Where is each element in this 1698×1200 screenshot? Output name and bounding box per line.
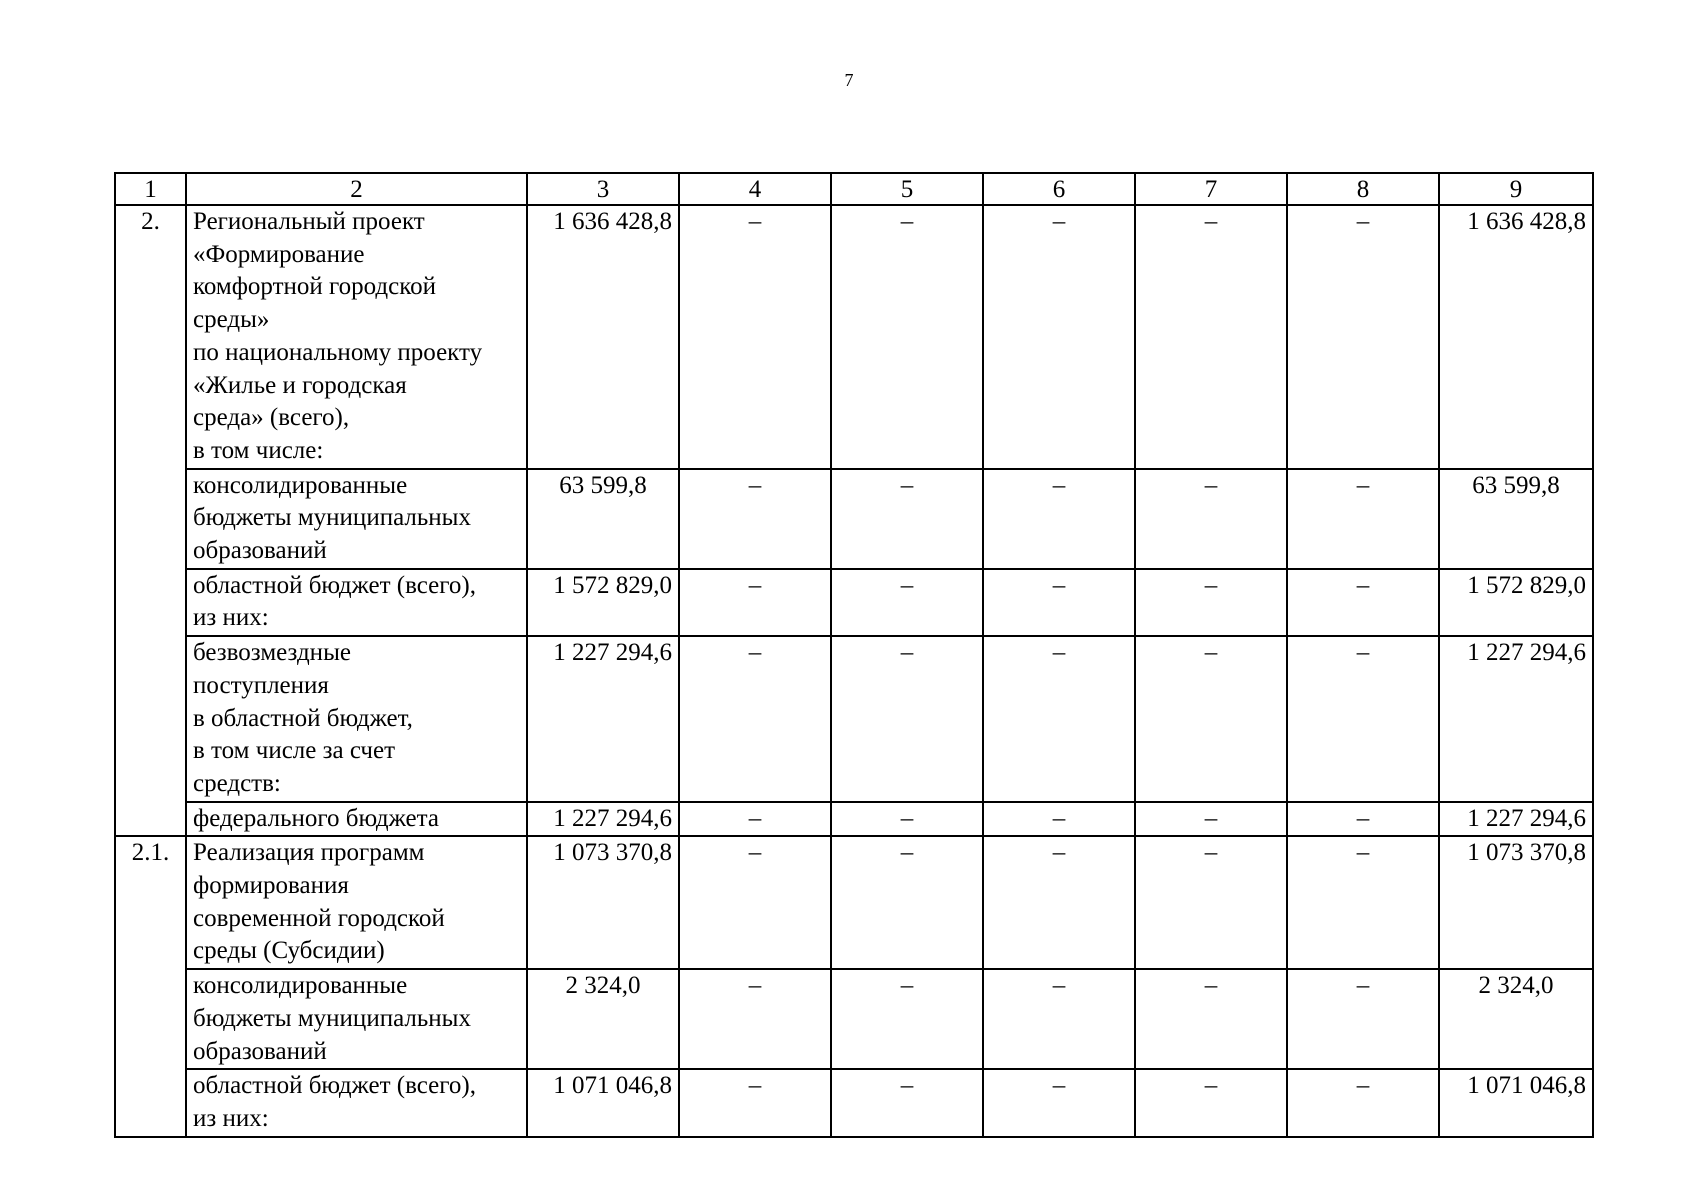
- table-row: [115, 469, 1593, 569]
- value-col7: –: [1135, 569, 1287, 636]
- value-col7: –: [1135, 636, 1287, 802]
- value-col3: 1 071 046,8: [527, 1069, 679, 1136]
- value-col8: –: [1287, 1069, 1439, 1136]
- value-col4: –: [679, 802, 831, 837]
- value-col4: –: [679, 969, 831, 1069]
- column-header: 2: [186, 173, 527, 205]
- value-col4: –: [679, 469, 831, 569]
- value-col7: –: [1135, 1069, 1287, 1136]
- row-name: областной бюджет (всего), из них:: [186, 1069, 527, 1136]
- value-col8: –: [1287, 469, 1439, 569]
- value-col4: –: [679, 1069, 831, 1136]
- value-col5: –: [831, 1069, 983, 1136]
- value-col9: 1 227 294,6: [1439, 636, 1593, 802]
- column-header: 9: [1439, 173, 1593, 205]
- table-row: [115, 636, 1593, 802]
- column-header: 4: [679, 173, 831, 205]
- value-col8: –: [1287, 802, 1439, 837]
- column-header: 1: [115, 173, 186, 205]
- table-row: [115, 836, 1593, 969]
- row-name: безвозмездные поступления в областной бюджет, в том числе за счет средств:: [186, 636, 527, 802]
- value-col6: –: [983, 1069, 1135, 1136]
- value-col5: –: [831, 836, 983, 969]
- value-col4: –: [679, 205, 831, 469]
- value-col7: –: [1135, 205, 1287, 469]
- value-col6: –: [983, 569, 1135, 636]
- value-col4: –: [679, 569, 831, 636]
- value-col3: 1 227 294,6: [527, 802, 679, 837]
- value-col9: 1 227 294,6: [1439, 802, 1593, 837]
- value-col3: 1 636 428,8: [527, 205, 679, 469]
- value-col8: –: [1287, 569, 1439, 636]
- table-row: [115, 569, 1593, 636]
- value-col9: 2 324,0: [1439, 969, 1593, 1069]
- table-row: [115, 969, 1593, 1069]
- value-col5: –: [831, 469, 983, 569]
- value-col8: –: [1287, 969, 1439, 1069]
- row-number: 2.: [115, 205, 186, 836]
- row-name: консолидированные бюджеты муниципальных образований: [186, 969, 527, 1069]
- value-col5: –: [831, 205, 983, 469]
- value-col3: 63 599,8: [527, 469, 679, 569]
- value-col4: –: [679, 636, 831, 802]
- column-number-header-row: [115, 173, 1593, 205]
- value-col6: –: [983, 469, 1135, 569]
- value-col3: 2 324,0: [527, 969, 679, 1069]
- value-col9: 1 572 829,0: [1439, 569, 1593, 636]
- value-col9: 1 073 370,8: [1439, 836, 1593, 969]
- value-col9: 1 636 428,8: [1439, 205, 1593, 469]
- table-row: [115, 1069, 1593, 1136]
- column-header: 7: [1135, 173, 1287, 205]
- value-col4: –: [679, 836, 831, 969]
- value-col8: –: [1287, 205, 1439, 469]
- value-col7: –: [1135, 836, 1287, 969]
- value-col6: –: [983, 836, 1135, 969]
- value-col6: –: [983, 969, 1135, 1069]
- value-col7: –: [1135, 469, 1287, 569]
- value-col9: 63 599,8: [1439, 469, 1593, 569]
- row-name: федерального бюджета: [186, 802, 527, 837]
- value-col7: –: [1135, 969, 1287, 1069]
- value-col3: 1 073 370,8: [527, 836, 679, 969]
- value-col9: 1 071 046,8: [1439, 1069, 1593, 1136]
- page-number: 7: [844, 70, 854, 90]
- value-col7: –: [1135, 802, 1287, 837]
- value-col6: –: [983, 636, 1135, 802]
- value-col6: –: [983, 205, 1135, 469]
- row-name: областной бюджет (всего), из них:: [186, 569, 527, 636]
- value-col5: –: [831, 802, 983, 837]
- column-header: 6: [983, 173, 1135, 205]
- value-col5: –: [831, 636, 983, 802]
- value-col5: –: [831, 969, 983, 1069]
- value-col8: –: [1287, 836, 1439, 969]
- value-col6: –: [983, 802, 1135, 837]
- value-col3: 1 572 829,0: [527, 569, 679, 636]
- row-number: 2.1.: [115, 836, 186, 1136]
- table-row: [115, 205, 1593, 469]
- column-header: 3: [527, 173, 679, 205]
- value-col5: –: [831, 569, 983, 636]
- value-col3: 1 227 294,6: [527, 636, 679, 802]
- budget-table: [114, 172, 1594, 1138]
- row-name: консолидированные бюджеты муниципальных образований: [186, 469, 527, 569]
- column-header: 8: [1287, 173, 1439, 205]
- table-row: [115, 802, 1593, 837]
- row-name: Реализация программ формирования современной городской среды (Субсидии): [186, 836, 527, 969]
- row-name: Региональный проект «Формирование комфортной городской среды» по национальному проекту «Жилье и городская среда» (всего), в том числе:: [186, 205, 527, 469]
- value-col8: –: [1287, 636, 1439, 802]
- column-header: 5: [831, 173, 983, 205]
